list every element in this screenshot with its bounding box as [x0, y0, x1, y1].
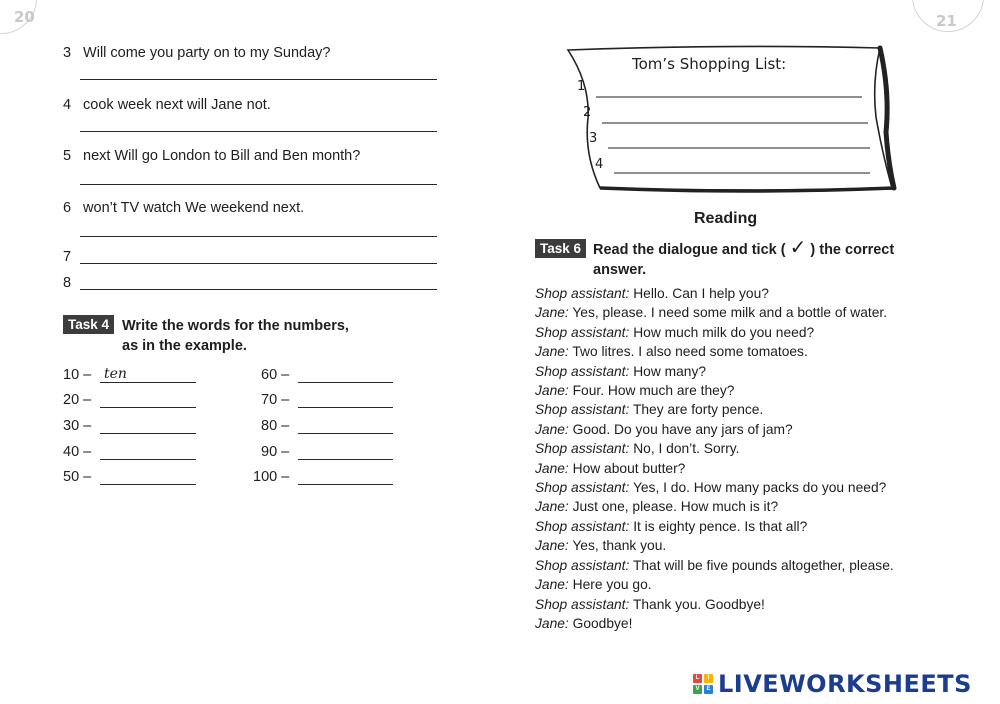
number-answer-line-80[interactable]: [298, 433, 393, 434]
dialogue-line: [535, 536, 955, 555]
number-answer-line-50[interactable]: [100, 484, 196, 485]
dialogue-line: [535, 517, 955, 536]
dialogue-line: [535, 497, 955, 516]
number-answer-line-90[interactable]: [298, 459, 393, 460]
page-number-right: 21: [936, 12, 957, 30]
page-number-left: 20: [14, 8, 35, 26]
dialogue-text: Yes, I do. How many packs do you need?: [632, 480, 887, 496]
tick-icon: ✓: [789, 237, 807, 259]
dialogue-line: [535, 303, 955, 322]
answer-line-4[interactable]: [80, 131, 437, 132]
question-8: [63, 274, 79, 292]
logo-icon: [693, 674, 713, 694]
number-label-60: 60 –: [261, 367, 290, 383]
question-7: [63, 248, 79, 266]
answer-line-7[interactable]: [80, 263, 437, 264]
number-label-70: 70 –: [261, 392, 290, 408]
dialogue-text: How many?: [633, 363, 707, 379]
task-6-instruction: [593, 237, 913, 280]
question-text: next Will go London to Bill and Ben month?: [83, 148, 361, 164]
dialogue-text: Good. Do you have any jars of jam?: [572, 421, 793, 437]
dialogue-text: Hello. Can I help you?: [633, 286, 769, 301]
question-text: won’t TV watch We weekend next.: [83, 200, 305, 216]
list-item-number: 4: [595, 157, 604, 172]
task-4-instruction: [122, 316, 349, 356]
dialogue-line: [535, 595, 955, 614]
shopping-list-input-2[interactable]: [604, 116, 868, 130]
speaker-name: Shop assistant:: [535, 441, 630, 457]
answer-line-3[interactable]: [80, 79, 437, 80]
number-label-90: 90 –: [261, 444, 290, 460]
dialogue-line: [535, 400, 955, 419]
speaker-name: Shop assistant:: [535, 286, 630, 301]
dialogue-line: [535, 381, 955, 400]
dialogue-line: [535, 478, 955, 497]
logo-text: LIVEWORKSHEETS: [718, 670, 972, 698]
number-label-10: 10 –: [63, 367, 92, 383]
dialogue-line: [535, 614, 955, 633]
list-item-number: 1: [577, 79, 586, 94]
number-label-80: 80 –: [261, 418, 290, 434]
number-label-50: 50 –: [63, 469, 92, 485]
shopping-list-input-1[interactable]: [598, 90, 862, 104]
speaker-name: Jane:: [535, 538, 569, 554]
speaker-name: Jane:: [535, 383, 569, 399]
dialogue-line: [535, 284, 955, 303]
speaker-name: Shop assistant:: [535, 518, 630, 534]
dialogue-text: Thank you. Goodbye!: [632, 596, 765, 612]
example-answer: ten: [104, 366, 127, 382]
number-answer-line-70[interactable]: [298, 407, 393, 408]
number-answer-line-30[interactable]: [100, 433, 196, 434]
task-6-header: [535, 240, 586, 258]
dialogue: [535, 284, 955, 633]
answer-line-5[interactable]: [80, 184, 437, 185]
question-4: [63, 96, 271, 114]
dialogue-line: [535, 459, 955, 478]
speaker-name: Jane:: [535, 615, 569, 631]
dialogue-text: They are forty pence.: [632, 402, 764, 418]
number-label-100: 100 –: [253, 469, 290, 485]
question-6: [63, 199, 304, 217]
number-answer-line-10[interactable]: [100, 382, 196, 383]
logo-square: I: [704, 674, 713, 683]
dialogue-text: Here you go.: [572, 577, 652, 593]
shopping-list-input-4[interactable]: [616, 166, 870, 180]
dialogue-text: Two litres. I also need some tomatoes.: [572, 344, 808, 360]
speaker-name: Shop assistant:: [535, 363, 630, 379]
speaker-name: Shop assistant:: [535, 557, 630, 573]
speaker-name: Shop assistant:: [535, 480, 630, 496]
dialogue-text: It is eighty pence. Is that all?: [633, 518, 808, 534]
logo-square: V: [693, 685, 702, 694]
question-number: 6: [63, 200, 72, 216]
dialogue-line: [535, 420, 955, 439]
dialogue-text: How about butter?: [572, 460, 686, 476]
answer-line-8[interactable]: [80, 289, 437, 290]
dialogue-text: Yes, please. I need some milk and a bottle of water.: [572, 305, 888, 321]
speaker-name: Shop assistant:: [535, 596, 630, 612]
question-number: 8: [63, 275, 72, 291]
dialogue-line: [535, 556, 955, 575]
shopping-list-input-3[interactable]: [610, 141, 870, 155]
reading-title: Reading: [694, 210, 758, 227]
answer-line-6[interactable]: [80, 236, 437, 237]
speaker-name: Jane:: [535, 577, 569, 593]
dialogue-line: [535, 323, 955, 342]
question-3: [63, 44, 330, 62]
number-answer-line-100[interactable]: [298, 484, 393, 485]
question-number: 4: [63, 97, 72, 113]
dialogue-line: [535, 342, 955, 361]
logo-square: L: [693, 674, 702, 683]
question-number: 5: [63, 148, 72, 164]
number-answer-line-20[interactable]: [100, 407, 196, 408]
number-answer-line-40[interactable]: [100, 459, 196, 460]
dialogue-line: [535, 575, 955, 594]
instruction-line: [593, 237, 913, 260]
number-label-40: 40 –: [63, 444, 92, 460]
list-item-number: 3: [589, 131, 598, 146]
speaker-name: Jane:: [535, 421, 569, 437]
number-label-30: 30 –: [63, 418, 92, 434]
question-number: 7: [63, 249, 72, 265]
number-label-20: 20 –: [63, 392, 92, 408]
shopping-list-title: Tom’s Shopping List:: [632, 55, 787, 73]
instruction-line: answer.: [593, 262, 647, 278]
dialogue-text: Yes, thank you.: [572, 538, 667, 554]
speaker-name: Shop assistant:: [535, 324, 630, 340]
dialogue-text: Four. How much are they?: [572, 383, 735, 399]
liveworksheets-logo: [693, 670, 972, 698]
instruction-text: Read the dialogue and tick (: [593, 242, 786, 258]
task-badge: Task 4: [63, 315, 114, 334]
dialogue-text: No, I don’t. Sorry.: [633, 441, 740, 457]
question-5: [63, 147, 360, 165]
speaker-name: Jane:: [535, 344, 569, 360]
dialogue-text: Just one, please. How much is it?: [572, 499, 779, 515]
task-badge: Task 6: [535, 239, 586, 258]
dialogue-text: How much milk do you need?: [633, 324, 815, 340]
dialogue-text: Goodbye!: [572, 615, 633, 631]
speaker-name: Jane:: [535, 460, 569, 476]
instruction-text: ) the correct: [810, 242, 895, 258]
instruction-line: as in the example.: [122, 338, 247, 354]
list-item-number: 2: [583, 105, 592, 120]
speaker-name: Shop assistant:: [535, 402, 630, 418]
instruction-line: Write the words for the numbers,: [122, 318, 349, 334]
number-answer-line-60[interactable]: [298, 382, 393, 383]
dialogue-line: [535, 362, 955, 381]
dialogue-text: That will be five pounds altogether, please.: [632, 557, 894, 573]
dialogue-line: [535, 439, 955, 458]
question-text: cook week next will Jane not.: [83, 97, 271, 113]
task-4-header: [63, 316, 114, 334]
question-number: 3: [63, 45, 72, 61]
question-text: Will come you party on to my Sunday?: [83, 45, 331, 61]
speaker-name: Jane:: [535, 305, 569, 321]
logo-square: E: [704, 685, 713, 694]
speaker-name: Jane:: [535, 499, 569, 515]
